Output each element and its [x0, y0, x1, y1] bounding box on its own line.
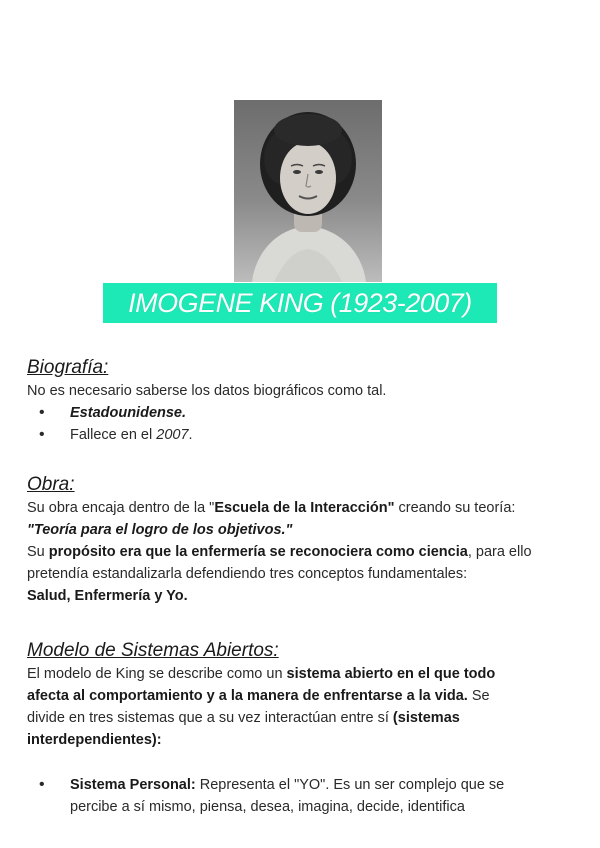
modelo-l1-pre: El modelo de King se describe como un — [27, 666, 287, 682]
list-item — [27, 424, 580, 446]
obra-line-3 — [27, 541, 580, 563]
obra-p1-bold: Escuela de la Interacción" — [214, 500, 395, 516]
nationality-text: Estadounidense. — [70, 405, 187, 421]
modelo-list — [27, 774, 580, 818]
obra-theory-quote: "Teoría para el logro de los objetivos." — [27, 522, 293, 538]
modelo-l3-pre: divide en tres sistemas que a su vez interactúan entre sí — [27, 710, 393, 726]
modelo-section — [27, 639, 580, 818]
modelo-line-3 — [27, 707, 580, 729]
obra-p2-bold: propósito era que la enfermería se reconociera como ciencia — [48, 544, 468, 560]
obra-p1-post: creando su teoría: — [394, 500, 516, 516]
list-item — [27, 402, 580, 424]
sistema-personal-text-2: percibe a sí mismo, piensa, desea, imagina, decide, identifica — [70, 799, 465, 815]
obra-p2-post: , para ello — [467, 544, 532, 560]
modelo-l1-bold: sistema abierto en el que todo — [286, 666, 496, 682]
biografia-heading: Biografía: — [27, 357, 109, 378]
biografia-section — [27, 356, 580, 446]
obra-concepts: Salud, Enfermería y Yo. — [27, 588, 188, 604]
modelo-line-2 — [27, 685, 580, 707]
modelo-line-1 — [27, 663, 580, 685]
obra-p2-pre: Su — [27, 544, 49, 560]
portrait-photo — [234, 100, 382, 282]
modelo-l2-post: Se — [467, 688, 490, 704]
modelo-l3-bold: (sistemas — [392, 710, 460, 726]
sistema-personal-label: Sistema Personal: — [70, 777, 196, 793]
modelo-heading: Modelo de Sistemas Abiertos: — [27, 640, 279, 661]
obra-p1-pre: Su obra encaja dentro de la " — [27, 500, 215, 516]
death-year: 2007 — [156, 427, 189, 443]
death-suffix: . — [188, 427, 193, 443]
portrait-illustration — [234, 100, 382, 282]
biografia-list — [27, 402, 580, 446]
title-banner — [103, 283, 497, 323]
obra-heading: Obra: — [27, 474, 75, 495]
biografia-intro: No es necesario saberse los datos biográficos como tal. — [27, 383, 387, 399]
modelo-line-4: interdependientes): — [27, 732, 162, 748]
list-item — [27, 774, 580, 818]
death-prefix: Fallece en el — [70, 427, 157, 443]
page-title: IMOGENE KING (1923-2007) — [128, 287, 472, 318]
obra-section — [27, 473, 580, 607]
sistema-personal-text: Representa el "YO". Es un ser complejo que se — [195, 777, 505, 793]
obra-line-4: pretendía estandalizarla defendiendo tres conceptos fundamentales: — [27, 566, 468, 582]
modelo-l2-bold: afecta al comportamiento y a la manera de enfrentarse a la vida. — [27, 688, 468, 704]
obra-line-1 — [27, 497, 580, 519]
